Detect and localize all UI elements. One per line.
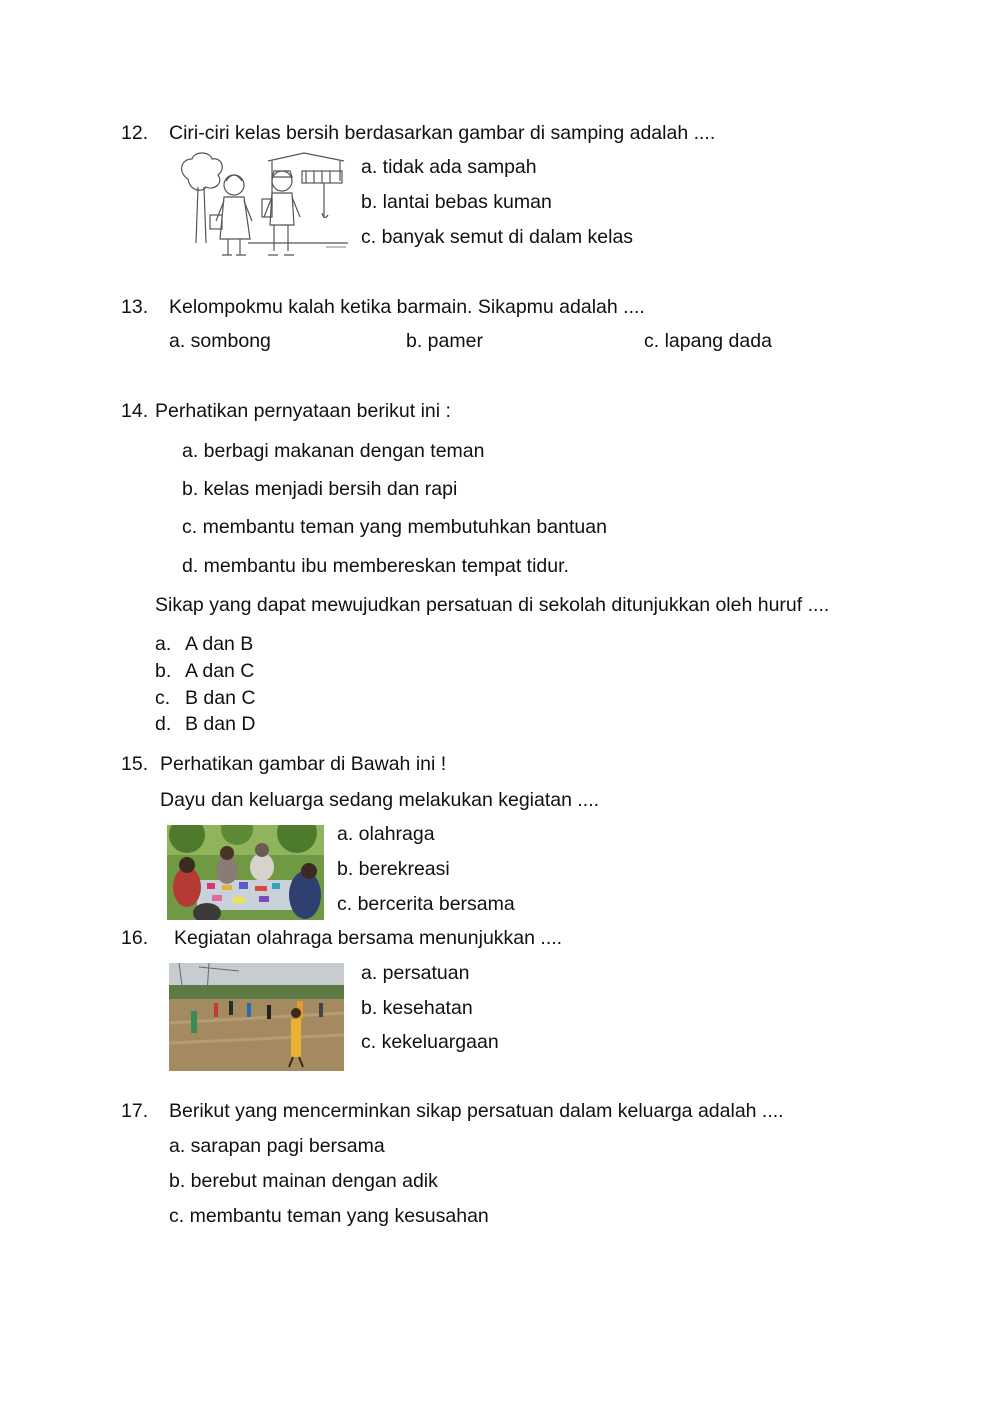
q12-text: Ciri-ciri kelas bersih berdasarkan gambar di samping adalah ....: [169, 122, 716, 144]
q14-option-a: A dan B: [185, 633, 254, 655]
q14-statement-b: b. kelas menjadi bersih dan rapi: [182, 478, 458, 500]
q14-option-d: B dan D: [185, 713, 256, 735]
q16-option-a: a. persatuan: [361, 962, 470, 984]
q15-picnic-photo: [167, 825, 324, 920]
q14-option-c: B dan C: [185, 687, 256, 709]
q16-option-c: c. kekeluargaan: [361, 1031, 499, 1053]
q14-text: Perhatikan pernyataan berikut ini :: [155, 400, 451, 422]
q17-number: 17.: [121, 1100, 149, 1122]
q16-number: 16.: [121, 927, 149, 949]
q13-text: Kelompokmu kalah ketika barmain. Sikapmu adalah ....: [169, 296, 645, 318]
q14-option-b: A dan C: [185, 660, 255, 682]
q17-option-a: a. sarapan pagi bersama: [169, 1135, 385, 1157]
q14-option-c-letter: c.: [155, 687, 171, 709]
q15-option-c: c. bercerita bersama: [337, 893, 515, 915]
q12-option-b: b. lantai bebas kuman: [361, 191, 552, 213]
q16-text: Kegiatan olahraga bersama menunjukkan ....: [174, 927, 563, 949]
q15-text: Perhatikan gambar di Bawah ini !: [160, 753, 447, 775]
q14-option-a-letter: a.: [155, 633, 172, 655]
q17-option-b: b. berebut mainan dengan adik: [169, 1170, 438, 1192]
q14-number: 14.: [121, 400, 149, 422]
q14-option-d-letter: d.: [155, 713, 172, 735]
q15-number: 15.: [121, 753, 149, 775]
q13-option-c: c. lapang dada: [644, 330, 772, 352]
q14-statement-a: a. berbagi makanan dengan teman: [182, 440, 485, 462]
q16-sports-photo: [169, 963, 344, 1071]
q12-option-c: c. banyak semut di dalam kelas: [361, 226, 634, 248]
q15-option-a: a. olahraga: [337, 823, 435, 845]
q15-subtext: Dayu dan keluarga sedang melakukan kegiatan ....: [160, 789, 600, 811]
q14-question: Sikap yang dapat mewujudkan persatuan di sekolah ditunjukkan oleh huruf ....: [155, 594, 830, 616]
q17-text: Berikut yang mencerminkan sikap persatuan dalam keluarga adalah ....: [169, 1100, 784, 1122]
q13-number: 13.: [121, 296, 149, 318]
q13-option-a: a. sombong: [169, 330, 271, 352]
q12-number: 12.: [121, 122, 149, 144]
q16-option-b: b. kesehatan: [361, 997, 473, 1019]
q14-option-b-letter: b.: [155, 660, 172, 682]
q12-option-a: a. tidak ada sampah: [361, 156, 537, 178]
q17-option-c: c. membantu teman yang kesusahan: [169, 1205, 489, 1227]
q12-drawing: [176, 151, 354, 261]
q13-option-b: b. pamer: [406, 330, 483, 352]
q14-statement-c: c. membantu teman yang membutuhkan bantuan: [182, 516, 607, 538]
q15-option-b: b. berekreasi: [337, 858, 450, 880]
q14-statement-d: d. membantu ibu membereskan tempat tidur.: [182, 555, 569, 577]
